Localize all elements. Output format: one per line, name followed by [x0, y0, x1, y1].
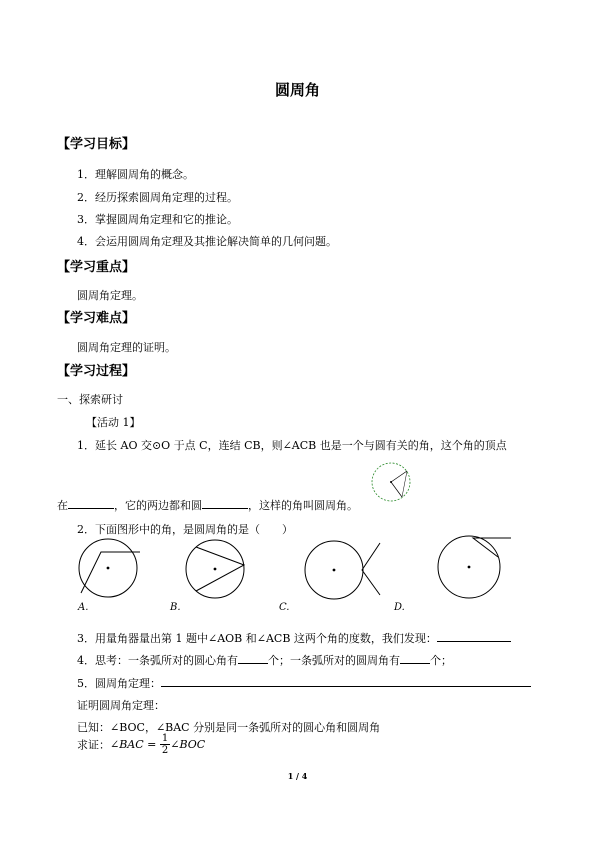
- key-text: 圆周角定理。: [77, 289, 143, 302]
- section-process: 【学习过程】: [57, 364, 136, 379]
- answer-blank[interactable]: [400, 653, 430, 664]
- option-c-center: [333, 569, 336, 572]
- figure-radius: [391, 471, 407, 482]
- figure-chord: [391, 482, 402, 497]
- proof-title: 证明圆周角定理：: [77, 699, 165, 712]
- difficulty-text: 圆周角定理的证明。: [77, 341, 176, 354]
- option-d-center: [468, 566, 471, 569]
- option-label: A.: [78, 602, 89, 613]
- part-heading: 一、探索研讨: [57, 393, 123, 406]
- option-b-figure: [186, 540, 244, 598]
- option-label: B.: [170, 602, 181, 613]
- q2-figures: [73, 535, 523, 615]
- answer-blank[interactable]: [202, 498, 248, 509]
- q1-figure: [366, 458, 416, 506]
- option-a-angle: [81, 552, 140, 593]
- option-label: D.: [394, 602, 405, 613]
- goal-item: 2．经历探索圆周角定理的过程。: [77, 191, 238, 204]
- question-5: 5．圆周角定理：: [77, 675, 531, 691]
- goal-item: 1．理解圆周角的概念。: [77, 168, 194, 181]
- answer-blank[interactable]: [238, 653, 268, 664]
- fraction-half: $\frac{1}{2}$: [161, 733, 169, 756]
- proof-given: 已知：∠BOC，∠BAC 分别是同一条弧所对的圆心角和圆周角: [77, 721, 381, 734]
- option-d-figure: [438, 536, 511, 598]
- option-c-angle: [362, 543, 380, 595]
- page-title: 圆周角: [274, 81, 320, 99]
- question-3: 3．用量角器量出第 1 题中∠AOB 和∠ACB 这两个角的度数，我们发现：: [77, 630, 511, 646]
- question-1-line1: 1．延长 AO 交⊙O 于点 C，连结 CB，则∠ACB 也是一个与圆有关的角，这个角的顶点: [77, 439, 507, 452]
- option-b-angle: [196, 547, 244, 591]
- goal-item: 4．会运用圆周角定理及其推论解决简单的几何问题。: [77, 235, 337, 248]
- section-key: 【学习重点】: [57, 260, 136, 275]
- goal-item: 3．掌握圆周角定理和它的推论。: [77, 213, 238, 226]
- option-c-figure: [305, 541, 380, 599]
- section-difficulty: 【学习难点】: [57, 311, 136, 326]
- question-4: 4．思考：一条弧所对的圆心角有 个；一条弧所对的圆周角有 个；: [77, 654, 452, 667]
- answer-blank[interactable]: [437, 631, 511, 642]
- page-number: 1 / 4: [287, 771, 308, 781]
- activity-heading: 【活动 1】: [86, 416, 141, 429]
- answer-blank[interactable]: [161, 676, 531, 687]
- question-1-line2: 在 ，它的两边都和圆 ，这样的角叫圆周角。: [57, 499, 358, 512]
- section-goals: 【学习目标】: [57, 137, 136, 152]
- answer-blank[interactable]: [68, 498, 114, 509]
- option-a-center: [107, 567, 110, 570]
- option-d-angle: [473, 538, 511, 557]
- figure-center: [390, 481, 392, 483]
- option-b-center: [214, 568, 217, 571]
- question-2: 2．下面图形中的角，是圆周角的是（ ）: [77, 523, 293, 536]
- option-a-figure: [79, 539, 140, 597]
- option-label: C.: [279, 602, 290, 613]
- proof-statement: 求证：∠BAC = $\frac{1}{2}$ ∠BOC: [77, 733, 206, 756]
